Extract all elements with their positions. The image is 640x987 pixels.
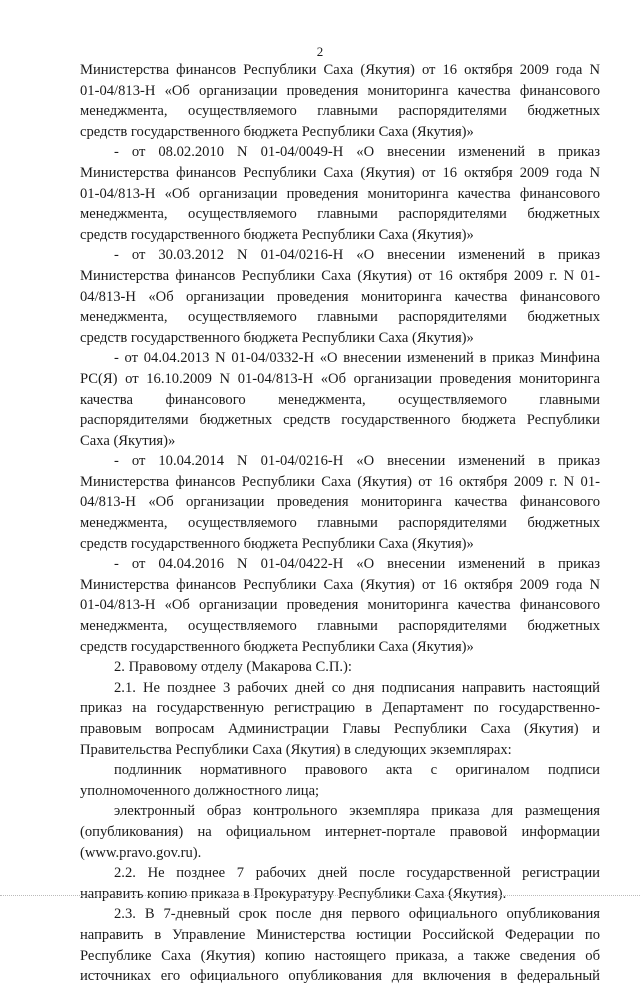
text-line: Министерства финансов Республики Саха (Якутия) от 16 октября 2009 года N bbox=[80, 164, 600, 181]
list-item-start: - от 04.04.2013 N 01-04/0332-Н «О внесении изменений в приказ Минфина bbox=[114, 350, 600, 367]
text-line: 01-04/813-Н «Об организации проведения мониторинга качества финансового bbox=[80, 82, 600, 99]
paragraph-start: 2.1. Не позднее 3 рабочих дней со дня подписания направить настоящий bbox=[114, 679, 600, 696]
text-line: источниках его официального опубликования для включения в федеральный bbox=[80, 968, 600, 985]
paragraph-start: электронный образ контрольного экземпляра приказа для размещения bbox=[114, 803, 600, 820]
text-line: менеджмента, осуществляемого главными распорядителями бюджетных bbox=[80, 618, 600, 635]
text-line: Министерства финансов Республики Саха (Якутия) от 16 октября 2009 г. N 01- bbox=[80, 267, 600, 284]
text-line: средств государственного бюджета Республики Саха (Якутия)» bbox=[80, 638, 474, 655]
text-line: Саха (Якутия)» bbox=[80, 432, 176, 449]
document-body bbox=[80, 60, 600, 987]
section-heading: 2. Правовому отделу (Макарова С.П.): bbox=[114, 659, 352, 676]
text-line: Министерства финансов Республики Саха (Якутия) от 16 октября 2009 г. N 01- bbox=[80, 473, 600, 490]
text-line: менеджмента, осуществляемого главными распорядителями бюджетных bbox=[80, 103, 600, 120]
text-line: РС(Я) от 16.10.2009 N 01-04/813-Н «Об организации проведения мониторинга bbox=[80, 370, 600, 387]
text-line: 01-04/813-Н «Об организации проведения мониторинга качества финансового bbox=[80, 185, 600, 202]
text-line: менеджмента, осуществляемого главными распорядителями бюджетных bbox=[80, 206, 600, 223]
text-line: менеджмента, осуществляемого главными распорядителями бюджетных bbox=[80, 515, 600, 532]
text-line: (www.pravo.gov.ru). bbox=[80, 844, 202, 861]
text-line: Министерства финансов Республики Саха (Якутия) от 16 октября 2009 года N bbox=[80, 576, 600, 593]
paragraph-start: 2.3. В 7-дневный срок после дня первого официального опубликования bbox=[114, 906, 600, 923]
text-line: направить копию приказа в Прокуратуру Республики Саха (Якутия). bbox=[80, 885, 507, 902]
list-item-start: - от 10.04.2014 N 01-04/0216-Н «О внесении изменений в приказ bbox=[114, 453, 600, 470]
text-line: Министерства финансов Республики Саха (Якутия) от 16 октября 2009 года N bbox=[80, 62, 600, 78]
text-line: уполномоченного должностного лица; bbox=[80, 782, 320, 799]
text-line: средств государственного бюджета Республики Саха (Якутия)» bbox=[80, 535, 474, 552]
scan-edge-line bbox=[0, 895, 640, 896]
text-line: Правительства Республики Саха (Якутия) в следующих экземплярах: bbox=[80, 741, 512, 758]
paragraph-start: 2.2. Не позднее 7 рабочих дней после государственной регистрации bbox=[114, 865, 600, 882]
text-line: менеджмента, осуществляемого главными распорядителями бюджетных bbox=[80, 309, 600, 326]
text-line: правовым вопросам Администрации Главы Республики Саха (Якутия) и bbox=[80, 721, 600, 737]
text-line: Республике Саха (Якутия) копию настоящего приказа, а также сведения об bbox=[80, 947, 600, 964]
text-line: 04/813-Н «Об организации проведения мониторинга качества финансового bbox=[80, 494, 600, 511]
text-line: средств государственного бюджета Республики Саха (Якутия)» bbox=[80, 123, 474, 140]
text-line: 01-04/813-Н «Об организации проведения мониторинга качества финансового bbox=[80, 597, 600, 614]
text-line: средств государственного бюджета Республики Саха (Якутия)» bbox=[80, 329, 474, 346]
page-number: 2 bbox=[316, 44, 324, 59]
list-item-start: - от 08.02.2010 N 01-04/0049-Н «О внесении изменений в приказ bbox=[114, 144, 600, 161]
text-line: (опубликования) на официальном интернет-портале правовой информации bbox=[80, 823, 600, 840]
list-item-start: - от 04.04.2016 N 01-04/0422-Н «О внесении изменений в приказ bbox=[114, 556, 600, 573]
text-line: качества финансового менеджмента, осуществляемого главными bbox=[80, 391, 600, 408]
text-line: средств государственного бюджета Республики Саха (Якутия)» bbox=[80, 226, 474, 243]
text-line: приказ на государственную регистрацию в Департамент по государственно- bbox=[80, 700, 600, 717]
text-line: направить в Управление Министерства юстиции Российской Федерации по bbox=[80, 926, 600, 943]
list-item-start: - от 30.03.2012 N 01-04/0216-Н «О внесении изменений в приказ bbox=[114, 247, 600, 264]
paragraph-start: подлинник нормативного правового акта с оригиналом подписи bbox=[114, 762, 600, 779]
text-line: распорядителями бюджетных средств государственного бюджета Республики bbox=[80, 412, 600, 429]
text-line: 04/813-Н «Об организации проведения мониторинга качества финансового bbox=[80, 288, 600, 305]
